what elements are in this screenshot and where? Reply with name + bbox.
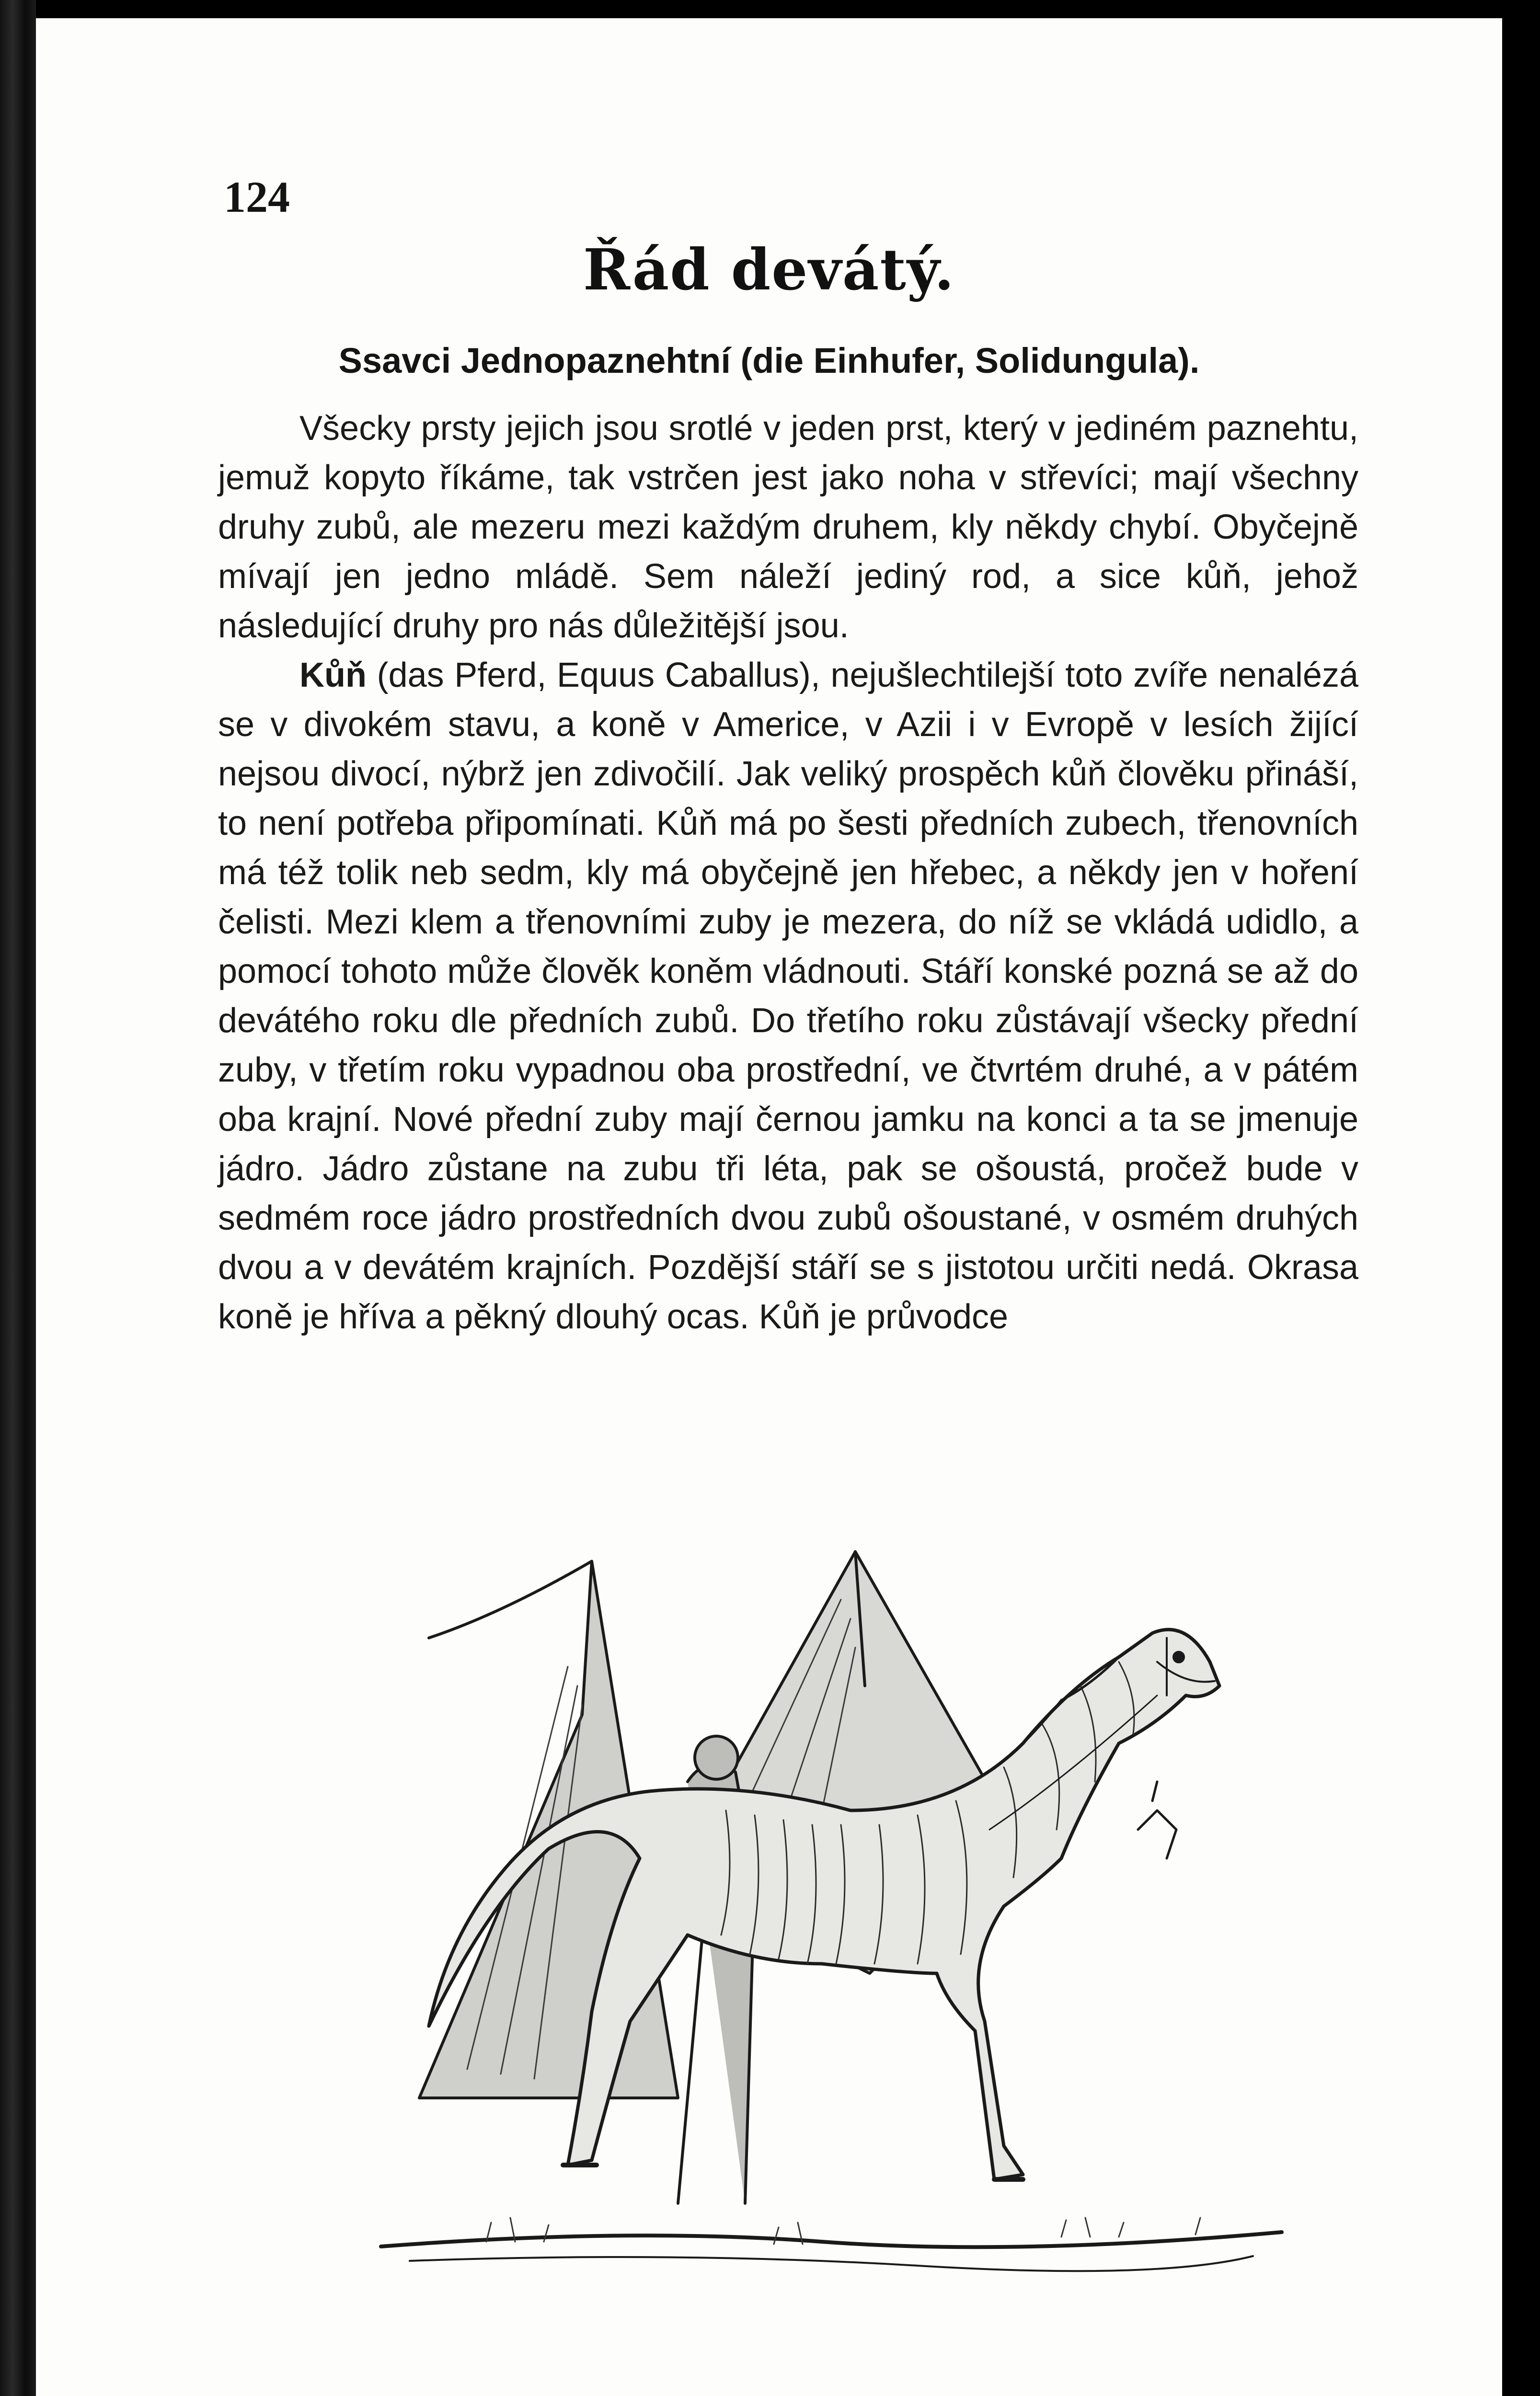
paragraph-1 [218, 404, 1358, 651]
distant-rider [1138, 1782, 1176, 1858]
book-spine-edge [0, 0, 36, 2396]
chapter-title: Řád devátý. [583, 236, 955, 303]
page-number: 124 [224, 173, 290, 221]
chapter-subtitle: Ssavci Jednopaznehtní (die Einhufer, Solidungula). [338, 341, 1200, 380]
ground-line [381, 2232, 1282, 2247]
book-page [36, 18, 1502, 2396]
paragraph-2 [218, 651, 1358, 1342]
horse-engraving-illustration [343, 1542, 1310, 2290]
paragraph-2-term: Kůň [299, 656, 367, 694]
paragraph-2-text: (das Pferd, Equus Caballus), nejušlechtilejší toto zvíře nenalézá se v divokém stavu, a koně v Americe, v Azii i v Evropě v lesích žijící nejsou divocí, nýbrž jen zdivočilí. Jak veliký prospěch kůň člověku přináší, to není potřeba připomínati. Kůň má po šesti předních zubech, třenovních má též tolik neb sedm, kly má obyčejně jen hřebec, a někdy jen v hoření čelisti. Mezi klem a třenovními zuby je mezera, do níž se vkládá udidlo, a pomocí tohoto může člověk koněm vládnouti. Stáří konské pozná se až do devátého roku dle předních zubů. Do třetího roku zůstávají všecky přední zuby, v třetím roku vypadnou oba prostřední, ve čtvrtém druhé, a v pátém oba krajní. Nové přední zuby mají černou jamku na konci a ta se jmenuje jádro. Jádro zůstane na zubu tři léta, pak se ošoustá, pročež bude v sedmém roce jádro prostředních dvou zubů ošoustané, v osmém druhých dvou a v devátém krajních. Pozdější stáří se s jistotou určiti nedá. Okrasa koně je hříva a pěkný dlouhý ocas. Kůň je průvodce [218, 656, 1358, 1336]
groom-head [695, 1736, 738, 1779]
body-text [218, 404, 1358, 1342]
paragraph-1-text: Všecky prsty jejich jsou srotlé v jeden prst, který v jediném paznehtu, jemuž kopyto říkáme, tak vstrčen jest jako noha v střevíci; mají všechny druhy zubů, ale mezeru mezi každým druhem, kly někdy chybí. Obyčejně mívají jen jedno mládě. Sem náleží jediný rod, a sice kůň, jehož následující druhy pro nás důležitější jsou. [218, 409, 1358, 645]
tent-flag-line [429, 1561, 592, 1638]
